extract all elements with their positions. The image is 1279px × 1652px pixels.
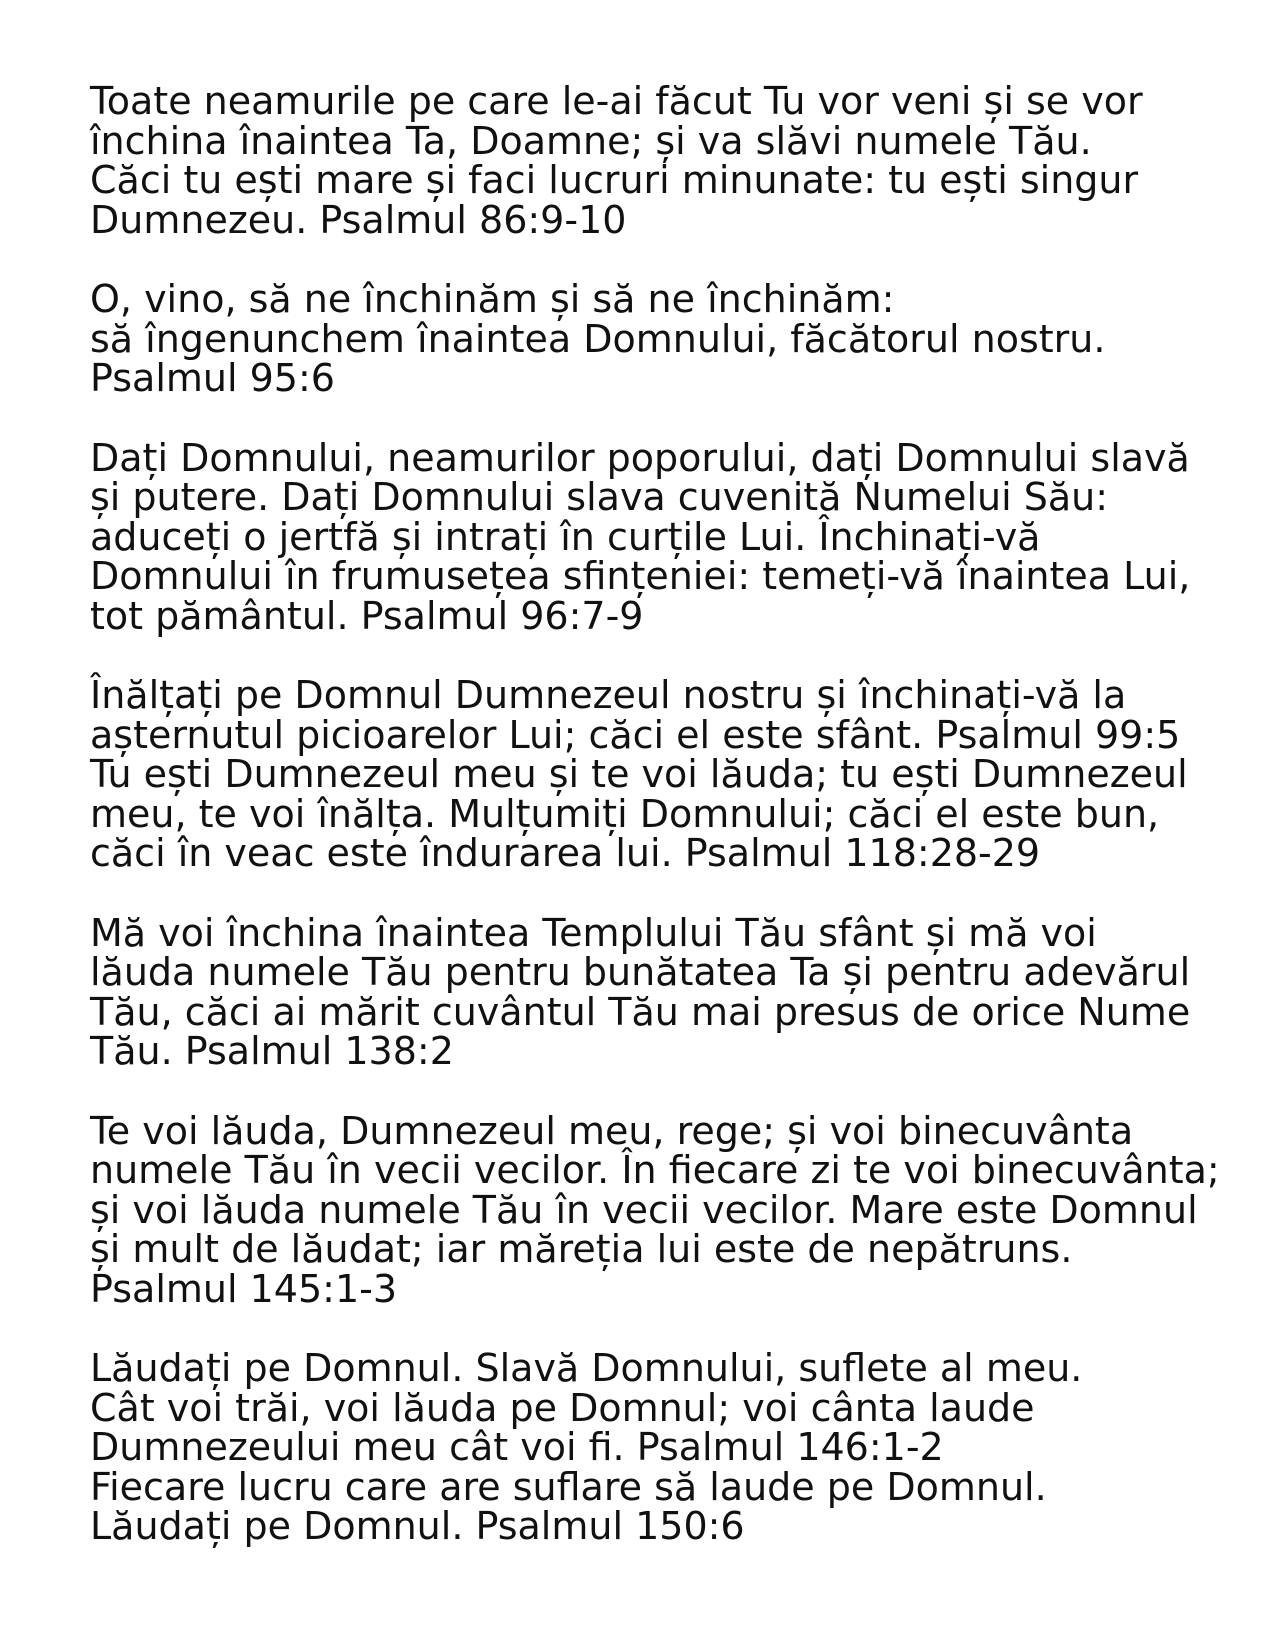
verse-line: Te voi lăuda, Dumnezeul meu, rege; și voi binecuvânta — [90, 1108, 1134, 1153]
verse-line: Mă voi închina înaintea Templului Tău sfânt și mă voi — [90, 910, 1097, 955]
verse-line: O, vino, să ne închinăm și să ne închinăm: — [90, 277, 895, 321]
verse-line: Dumnezeului meu cât voi fi. Psalmul 146:1-2 — [90, 1425, 944, 1469]
verse-line: Tu ești Dumnezeul meu și te voi lăuda; tu ești Dumnezeul — [90, 752, 1188, 796]
verse-line: și mult de lăudat; iar măreția lui este de nepătruns. — [90, 1227, 1073, 1271]
verse-line: Psalmul 145:1-3 — [90, 1266, 398, 1311]
verse-stanza — [90, 277, 1250, 400]
verse-line: Psalmul 95:6 — [90, 356, 335, 400]
verse-line: și voi lăuda numele Tău în vecii vecilor. Mare este Domnul — [90, 1187, 1198, 1232]
verse-line: Înălțați pe Domnul Dumnezeul nostru și închinați-vă la — [90, 673, 1127, 717]
verse-line: Lăudați pe Domnul. Slavă Domnului, suflete al meu. — [90, 1346, 1083, 1390]
document-page — [90, 79, 1250, 1587]
verse-line: meu, te voi înălța. Mulțumiți Domnului; căci el este bun, — [90, 791, 1160, 836]
verse-line: Dumnezeu. Psalmul 86:9-10 — [90, 197, 627, 242]
verse-line: numele Tău în vecii vecilor. În fiecare zi te voi binecuvânta; — [90, 1148, 1220, 1192]
verse-line: Tău, căci ai mărit cuvântul Tău mai presus de orice Nume — [90, 989, 1191, 1034]
verse-line: căci în veac este îndurarea lui. Psalmul 118:28-29 — [90, 831, 1041, 875]
verse-line: așternutul picioarelor Lui; căci el este sfânt. Psalmul 99:5 — [90, 712, 1181, 757]
verse-line: Lăudați pe Domnul. Psalmul 150:6 — [90, 1504, 745, 1548]
verse-stanza — [90, 435, 1250, 638]
verse-line: Tău. Psalmul 138:2 — [90, 1029, 454, 1073]
verse-line: lăuda numele Tău pentru bunătatea Ta și pentru adevărul — [90, 950, 1191, 994]
verse-line: Căci tu ești mare și faci lucruri minunate: tu ești singur — [90, 158, 1139, 202]
verse-line: Toate neamurile pe care le-ai făcut Tu vor veni și se vor — [90, 79, 1143, 123]
verse-stanza — [90, 79, 1250, 242]
verse-stanza — [90, 1108, 1250, 1311]
verse-line: Domnului în frumusețea sfințeniei: temeți-vă înaintea Lui, — [90, 554, 1191, 598]
verse-line: să îngenunchem înaintea Domnului, făcătorul nostru. — [90, 316, 1106, 361]
verse-line: aduceți o jertfă și intrați în curțile Lui. Închinați-vă — [90, 514, 1041, 559]
verse-line: și putere. Dați Domnului slava cuvenită Numelui Său: — [90, 475, 1109, 519]
verse-line: tot pământul. Psalmul 96:7-9 — [90, 593, 644, 638]
verse-line: Cât voi trăi, voi lăuda pe Domnul; voi cânta laude — [90, 1385, 1035, 1430]
verse-line: Fiecare lucru care are suflare să laude pe Domnul. — [90, 1464, 1047, 1509]
verse-line: Dați Domnului, neamurilor poporului, dați Domnului slavă — [90, 435, 1190, 480]
verse-line: închina înaintea Ta, Doamne; și va slăvi numele Tău. — [90, 118, 1092, 163]
verse-stanza — [90, 910, 1250, 1073]
verse-stanza — [90, 673, 1250, 875]
verse-stanza — [90, 1346, 1250, 1548]
